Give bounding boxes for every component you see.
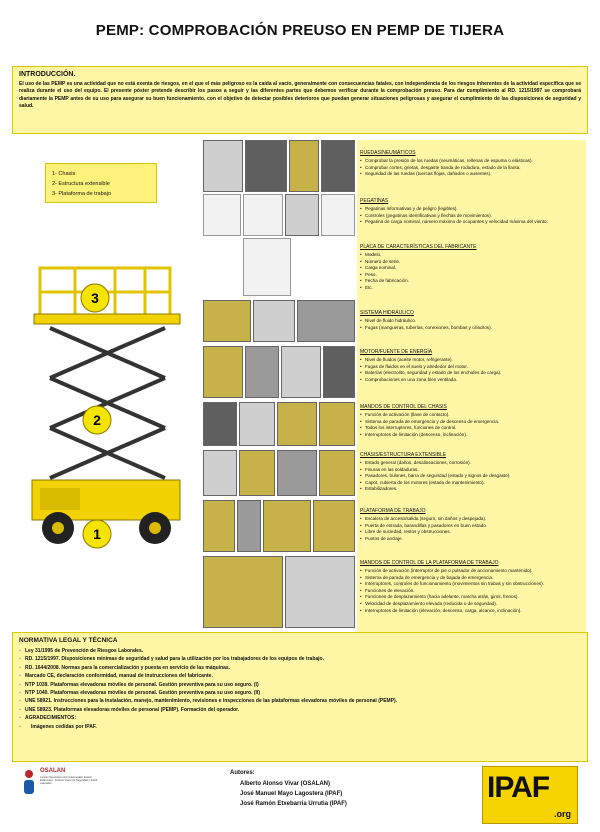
section-heading: PLACA DE CARACTERÍSTICAS DEL FABRICANTE [360,244,477,250]
check-item: • Baterías (electrolito, seguridad y estado de los enchufes de carga). [360,370,584,377]
section-estructura [360,452,584,493]
normativa-item: ▫ NTP 1039. Plataformas elevadoras móviles de personal. Gestión preventiva para su uso seguro. (I) [19,681,581,689]
photo-platform-controls [203,556,283,628]
check-item: • Sistema de parada de emergencia y de bajada de emergencia. [360,575,584,582]
photo-chassis-controls [203,402,237,446]
check-item: • Comprobar cortes, grietas, desgaste banda de rodadura, estado de la llanta. [360,165,584,172]
photo-chassis-controls [319,402,355,446]
section-heading: MANDOS DE CONTROL DE LA PLATAFORMA DE TRABAJO [360,560,499,566]
photo-wheel [321,140,355,192]
photo-engine [323,346,355,398]
photo-platform [237,500,261,552]
photo-structure [203,450,237,496]
marker-2: 2 [93,412,101,428]
photo-structure [319,450,355,496]
photo-manufacturer-plate [243,238,291,296]
section-motor [360,349,584,383]
intro-panel [12,66,588,134]
legend-item: 2- Estructura extensible [52,181,110,187]
check-item: • Puntos de anclaje. [360,536,584,543]
section-ruedas [360,150,584,178]
photo-wheel [203,140,243,192]
check-item: • Interruptores de limitación (elevación, descenso, carga, alcance, inclinación). [360,608,584,615]
scissor-lift-illustration [20,258,200,578]
check-item: • Libre de suciedad, restos y obstrucciones. [360,529,584,536]
marker-1: 1 [93,526,101,542]
section-heading: SISTEMA HIDRÁULICO [360,310,414,316]
author-name: José Manuel Mayo Lagostera (IPAF) [240,791,343,797]
photo-sticker [321,194,355,236]
photo-chassis-controls [277,402,317,446]
check-item: • Comprobaciones en una zona bien ventilada. [360,377,584,384]
normativa-item: ▫ Ley 31/1995 de Prevención de Riesgos Laborales. [19,647,581,655]
section-mandos-plataforma [360,560,584,614]
agradecimientos-item: ▫ Imágenes cedidas por IPAF. [19,723,581,731]
check-item: • Pasadores, bulones, barra de seguridad (estado y signos de desgaste). [360,473,584,480]
check-item: • Sistema de parada de emergencia y de descenso de emergencia. [360,419,584,426]
check-item: • Todos los interruptores, funciones de control. [360,425,584,432]
author-name: José Ramón Etxebarria Urrutia (IPAF) [240,801,347,807]
normativa-item: ▫ Marcado CE, declaración conformidad, manual de instrucciones del fabricante. [19,672,581,680]
normativa-panel [12,632,588,762]
legend-item: 3- Plataforma de trabajo [52,191,112,197]
check-item: • Nivel de fluido hidráulico. [360,318,584,325]
photo-wheel [245,140,287,192]
osalan-subtitle: Laneko Segurtasun eta Osasunerako Euskal Erakundea · Instituto Vasco de Seguridad y Salud Laborales [40,776,98,786]
check-item: • Estado general (daños, desalineaciones, corrosión). [360,460,584,467]
check-item: • Carga nominal. [360,265,584,272]
photo-hydraulic [253,300,295,342]
poster-title: PEMP: COMPROBACIÓN PREUSO EN PEMP DE TIJERA [95,22,505,39]
photo-platform [263,500,311,552]
check-item: • Estabilizadores. [360,486,584,493]
photo-sticker [203,194,241,236]
check-item: • Pegatinas informativas y de peligro (legibles). [360,206,584,213]
photo-engine [203,346,243,398]
photo-platform-controls [285,556,355,628]
section-plataforma [360,508,584,542]
ipaf-logo [482,766,578,824]
intro-text: El uso de las PEMP es una actividad que no está exenta de riesgos, en el que el más peligroso es la caída al vacío, generalmente con consecuencias fatales, con independencia de los riesgos inherentes de la actividad específica que se realiza durante el uso del equipo. El presente póster pretende describir los pasos a seguir y las diferentes partes que debemos verificar durante la comprobación preuso. Para dar cumplimiento al RD. 1215/1997 se comprobará diariamente la PEMP antes de su uso para asegurar su buen funcionamiento, con el objetivo de detectar posibles deterioros que puedan generar situaciones peligrosas y asegurar el cumplimiento de las disposiciones de seguridad y salud. [19,81,581,109]
marker-3: 3 [91,290,99,306]
section-hidraulico [360,310,584,331]
section-mandos-chasis [360,404,584,438]
photo-sticker [243,194,283,236]
normativa-heading: NORMATIVA LEGAL Y TÉCNICA [19,637,118,644]
ipaf-logo-text: IPAF [487,771,550,804]
check-item: • Comprobar la presión de los ruedas (neumáticas, rellenas de espuma o elásticas). [360,158,584,165]
check-item: • Funciones de desplazamiento (hacia adelante, marcha atrás, giros, frenos). [360,594,584,601]
check-item: • Escalera de acceso/salida (seguro, sin daños y despejada). [360,516,584,523]
check-item: • Modelo. [360,252,584,259]
agradecimientos-heading: ▫ AGRADECIMIENTOS: [19,714,581,722]
osalan-logo [20,768,98,822]
section-heading: CHASIS/ESTRUCTURA EXTENSIBLE [360,452,447,458]
section-heading: PEGATINAS [360,198,389,204]
normativa-item: ▫ NTP 1040. Plataformas elevadoras móviles de personal. Gestión preventiva para su uso seguro. (II) [19,689,581,697]
photo-platform [203,500,235,552]
intro-heading: INTRODUCCIÓN. [19,71,76,78]
check-item: • Interruptores, controles de funcionamiento (movimientos sin trabas y sin obstrucciones). [360,581,584,588]
photo-sticker [285,194,319,236]
check-item: • Capot, cubierta de los motores (estado de mantenimiento). [360,480,584,487]
check-item: • Número de serie. [360,259,584,266]
check-item: • Funciones de elevación. [360,588,584,595]
photo-engine [245,346,279,398]
normativa-item: ▫ RD. 1644/2008. Normas para la comercialización y puesta en servicio de las máquinas. [19,664,581,672]
check-item: • Velocidad de desplazamiento elevada (reducida o de seguridad). [360,601,584,608]
check-item: • Fugas de fluidos en el suelo y alrededor del motor. [360,364,584,371]
photo-structure [239,450,275,496]
parts-legend [45,163,157,203]
check-item: • Etc. [360,285,584,292]
check-item: • Peso. [360,272,584,279]
check-item: • Función de activación (llave de contacto). [360,412,584,419]
section-pegatinas [360,198,584,226]
ipaf-logo-org: .org [554,809,571,819]
check-item: • Fisuras en las soldaduras. [360,467,584,474]
authors-block [210,770,430,809]
author-name: Alberto Alonso Vivar (OSALAN) [240,781,331,787]
check-item: • Controles (pegatinas identificativas y flechas de movimientos). [360,213,584,220]
section-placa [360,244,584,292]
section-heading: MANDOS DE CONTROL DEL CHASIS [360,404,447,410]
photo-hydraulic [203,300,251,342]
photo-chassis-controls [239,402,275,446]
check-item: • Fugas (mangueras, tuberías, conexiones, bombas y cilindros). [360,325,584,332]
normativa-item: ▫ UNE 58923. Plataformas elevadoras móviles de personal (PEMP). Formación del operador. [19,706,581,714]
check-item: • Nivel de fluidos (aceite motor, refrigerante). [360,357,584,364]
normativa-item: ▫ UNE 58921. Instrucciones para la instalación, manejo, mantenimiento, revisiones e inspecciones de las plataformas elevadoras móviles de personal (PEMP). [19,697,581,705]
check-item: • Seguridad de las ruedas (tuercas flojas, dañados o ausentes). [360,171,584,178]
photo-platform [313,500,355,552]
check-item: • Interruptores de limitación (descenso, inclinación). [360,432,584,439]
section-heading: PLATAFORMA DE TRABAJO [360,508,426,514]
osalan-name: OSALAN [40,768,66,774]
photo-wheel [289,140,319,192]
osalan-emblem-icon [20,768,38,798]
normativa-item: ▫ RD. 1215/1997. Disposiciones mínimas de seguridad y salud para la utilización por los trabajadores de los equipos de trabajo. [19,655,581,663]
check-item: • Puerta de entrada, barandillas y pasadores en buen estado. [360,523,584,530]
photo-engine [281,346,321,398]
check-item: • Pegatina de carga nominal, número máximo de ocupantes y velocidad máxima del viento. [360,219,584,226]
authors-label: Autores: [230,770,255,776]
section-heading: MOTOR/FUENTE DE ENERGÍA [360,349,433,355]
check-item: • Función de activación (interruptor de pie o pulsador de accionamiento mantenido). [360,568,584,575]
photo-structure [277,450,317,496]
section-heading: RUEDAS/NEUMÁTICOS [360,150,416,156]
legend-item: 1- Chasis [52,171,76,177]
check-item: • Fecha de fabricación. [360,278,584,285]
photo-hydraulic [297,300,355,342]
